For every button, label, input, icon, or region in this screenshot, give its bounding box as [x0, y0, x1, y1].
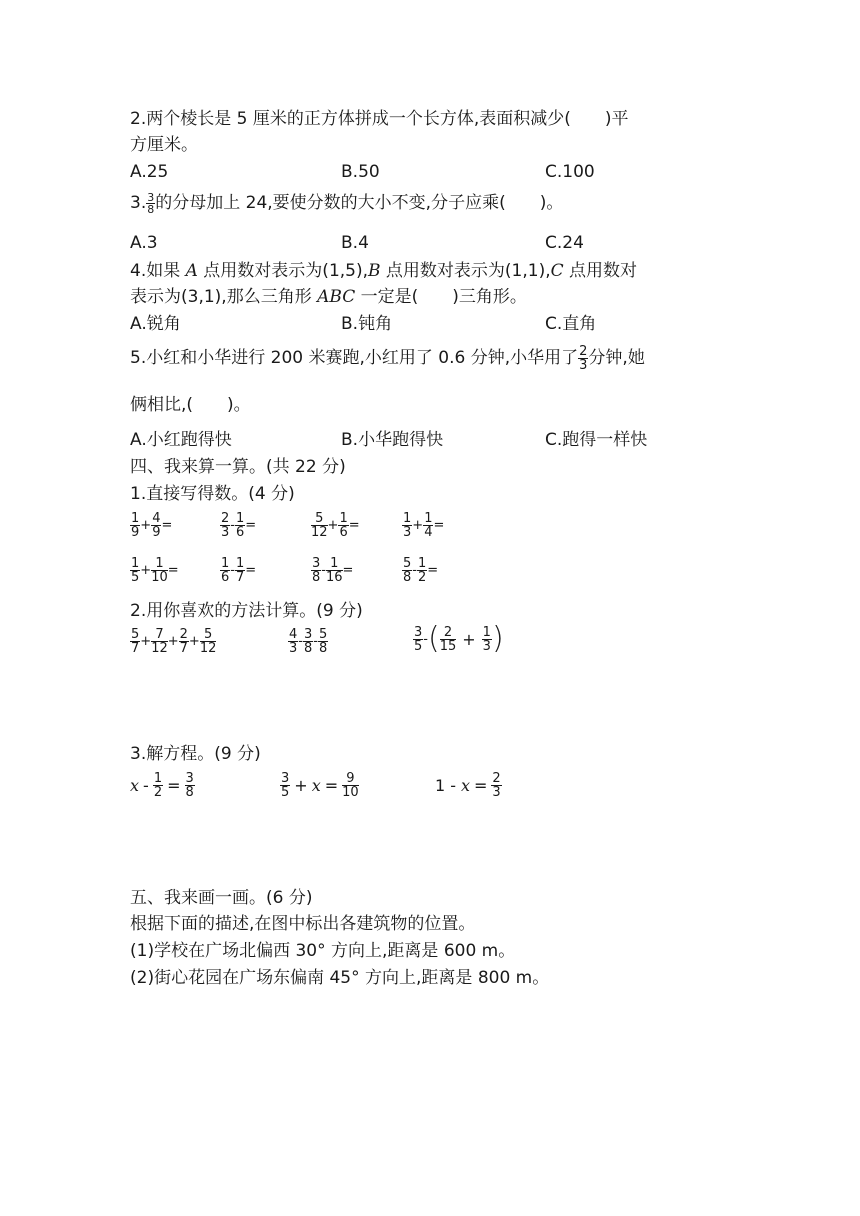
q2-line2: 方厘米。: [130, 135, 198, 155]
q2-option-c: C.100: [545, 162, 595, 182]
q4-line1: 4.如果 A 点用数对表示为(1,5),B 点用数对表示为(1,1),C 点用数对: [130, 261, 638, 281]
section5-instruction: 根据下面的描述,在图中标出各建筑物的位置。: [130, 914, 476, 934]
calc-row-2-item-4: $\frac{5}{8}$ - $\frac{1}{2}$ =: [403, 556, 439, 585]
section4-part3-title: 3.解方程。(9 分): [130, 744, 261, 764]
q2-option-a: A.25: [130, 162, 169, 182]
mix-expr-1: $\frac{5}{7}$ + $\frac{7}{12}$ + $\frac{2}{7}$ + $\frac{5}{12}$: [131, 627, 217, 656]
q5-line2: 俩相比,( )。: [130, 395, 251, 415]
q4-option-a: A.锐角: [130, 314, 181, 334]
q5-option-c: C.跑得一样快: [545, 430, 648, 450]
q4-option-c: C.直角: [545, 314, 597, 334]
section4-part1-title: 1.直接写得数。(4 分): [130, 484, 295, 504]
q3-fraction: $\frac{3}{8}$: [147, 190, 155, 216]
section4-title: 四、我来算一算。(共 22 分): [130, 457, 346, 477]
q5-option-b: B.小华跑得快: [341, 430, 444, 450]
q5-fraction: $\frac{2}{3}$: [579, 343, 588, 373]
q5-line1: 5.小红和小华进行 200 米赛跑,小红用了 0.6 分钟,小华用了 $\frac{2}{3}$ 分钟,她: [130, 343, 645, 373]
section5-title: 五、我来画一画。(6 分): [130, 888, 313, 908]
calc-row-2-item-1: $\frac{1}{5}$ + $\frac{1}{10}$ =: [131, 556, 179, 585]
q3-option-c: C.24: [545, 233, 584, 253]
q3-option-a: A.3: [130, 233, 158, 253]
section5-item-1: (1)学校在广场北偏西 30° 方向上,距离是 600 m。: [130, 941, 516, 961]
calc-row-2-item-2: $\frac{1}{6}$ - $\frac{1}{7}$ =: [221, 556, 257, 585]
calc-row-1-item-3: $\frac{5}{12}$ + $\frac{1}{6}$ =: [311, 511, 360, 540]
mix-expr-3: $\frac{3}{5}$ - ( $\frac{2}{15}$ + $\frac{1}{3}$ ): [414, 621, 504, 656]
equation-2: $\frac{3}{5}$ + x = $\frac{9}{10}$: [281, 771, 359, 800]
section5-item-2: (2)街心花园在广场东偏南 45° 方向上,距离是 800 m。: [130, 968, 550, 988]
q4-line2: 表示为(3,1),那么三角形 ABC 一定是( )三角形。: [130, 287, 527, 307]
q4-option-b: B.钝角: [341, 314, 393, 334]
calc-row-1-item-4: $\frac{1}{3}$ + $\frac{1}{4}$ =: [403, 511, 445, 540]
calc-row-2-item-3: $\frac{3}{8}$ - $\frac{1}{16}$ =: [312, 556, 354, 585]
q3-line: 3. $\frac{3}{8}$ 的分母加上 24,要使分数的大小不变,分子应乘( )。: [130, 190, 564, 216]
section4-part2-title: 2.用你喜欢的方法计算。(9 分): [130, 601, 363, 621]
calc-row-1-item-2: $\frac{2}{3}$ - $\frac{1}{6}$ =: [221, 511, 257, 540]
q2-option-b: B.50: [341, 162, 380, 182]
mix-expr-2: $\frac{4}{3}$ - $\frac{3}{8}$ - $\frac{5}{8}$: [289, 627, 328, 656]
q3-option-b: B.4: [341, 233, 369, 253]
equation-1: x - $\frac{1}{2}$ = $\frac{3}{8}$: [130, 771, 194, 800]
calc-row-1-item-1: $\frac{1}{9}$ + $\frac{4}{9}$ =: [131, 511, 173, 540]
q5-option-a: A.小红跑得快: [130, 430, 232, 450]
equation-3: 1 - x = $\frac{2}{3}$: [435, 771, 501, 800]
q2-line1: 2.两个棱长是 5 厘米的正方体拼成一个长方体,表面积减少( )平: [130, 109, 629, 129]
